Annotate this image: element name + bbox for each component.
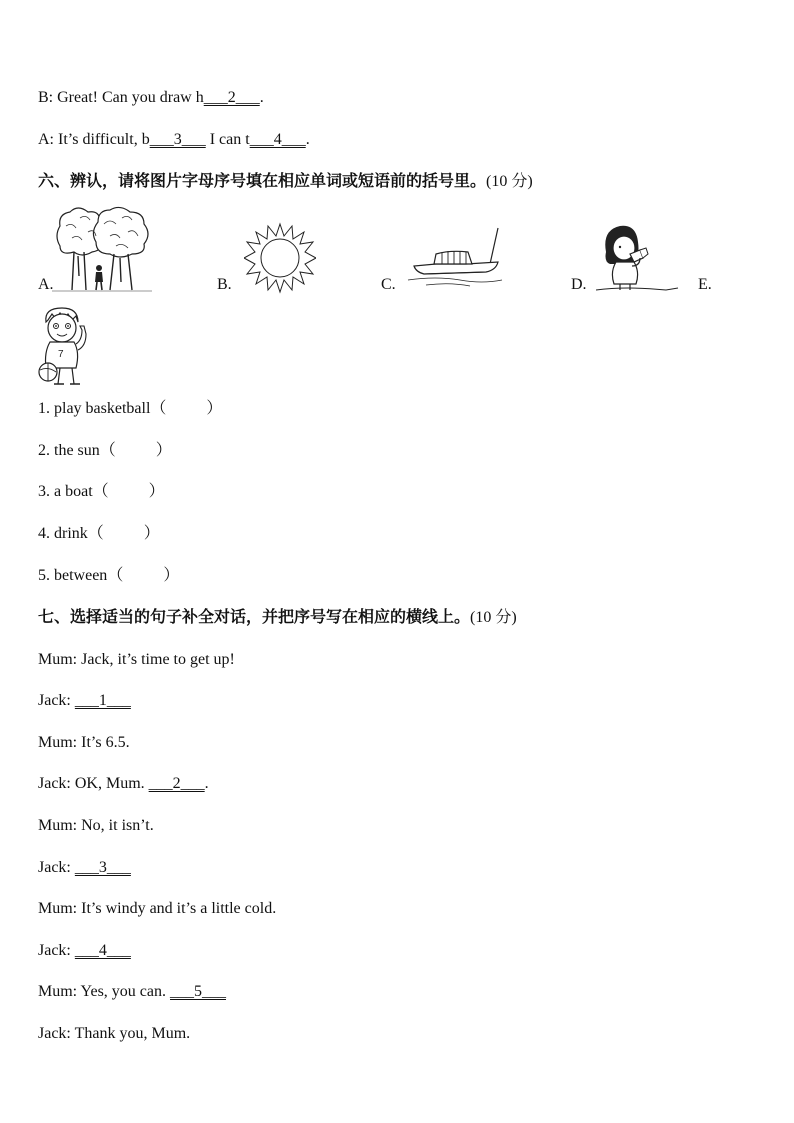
dialog-line <box>38 858 131 878</box>
picture-label-a: A. <box>38 276 54 293</box>
dialog-text: Jack: <box>38 692 75 709</box>
sun-icon <box>244 222 316 294</box>
dialog-text: Mum: No, it isn’t. <box>38 817 154 834</box>
dialog-line <box>38 816 154 836</box>
match-item-1 <box>38 399 222 419</box>
picture-label-e: E. <box>698 276 712 293</box>
answer-blank[interactable]: ___5___ <box>170 983 227 1000</box>
section-points: (10 分) <box>470 609 517 626</box>
item-text: 3. a boat <box>38 483 93 500</box>
dialog-line <box>38 982 226 1002</box>
picture-label-d: D. <box>571 276 587 293</box>
answer-bracket[interactable]: （ ） <box>99 442 172 459</box>
match-item-4 <box>38 524 160 544</box>
picture-label-c: C. <box>381 276 396 293</box>
dialog-text: Mum: Yes, you can. <box>38 983 171 1000</box>
section-title: 七、选择适当的句子补全对话，并把序号写在相应的横线上。 <box>38 607 471 626</box>
dialog-line <box>38 774 209 794</box>
item-text: 5. between <box>38 567 108 584</box>
picture-label-b: B. <box>217 276 232 293</box>
section-7-heading <box>38 607 517 628</box>
dialog-text: Mum: It’s windy and it’s a little cold. <box>38 900 277 917</box>
girl-drinking-icon <box>596 222 686 292</box>
dialog-text: . <box>259 89 264 106</box>
answer-bracket[interactable]: （ ） <box>87 525 160 542</box>
item-text: 4. drink <box>38 525 88 542</box>
dialog-text: I can t <box>205 131 250 148</box>
answer-blank[interactable]: ___3___ <box>74 859 131 876</box>
match-item-2 <box>38 441 172 461</box>
match-item-5 <box>38 566 179 586</box>
dialog-text: Mum: It’s 6.5. <box>38 734 130 751</box>
dialog-text: . <box>204 775 209 792</box>
dialog-line-2 <box>38 130 310 150</box>
answer-blank[interactable]: ___2___ <box>203 89 260 106</box>
dialog-line <box>38 650 235 670</box>
dialog-text: Jack: Thank you, Mum. <box>38 1025 191 1042</box>
boy-with-basketball-icon <box>36 306 92 386</box>
svg-text:7: 7 <box>58 349 64 360</box>
section-6-heading <box>38 171 533 192</box>
answer-blank[interactable]: ___2___ <box>148 775 205 792</box>
dialog-text: Jack: <box>38 942 75 959</box>
answer-bracket[interactable]: （ ） <box>92 483 165 500</box>
section-title: 六、辨认，请将图片字母序号填在相应单词或短语前的括号里。 <box>38 171 487 190</box>
match-item-3 <box>38 482 165 502</box>
dialog-line-1 <box>38 88 264 108</box>
boat-icon <box>406 226 506 288</box>
dialog-line <box>38 899 276 919</box>
item-text: 1. play basketball <box>38 400 151 417</box>
section-points: (10 分) <box>486 173 533 190</box>
answer-blank[interactable]: ___3___ <box>149 131 206 148</box>
dialog-text: A: It’s difficult, b <box>38 131 150 148</box>
dialog-line <box>38 941 131 961</box>
answer-blank[interactable]: ___4___ <box>74 942 131 959</box>
answer-bracket[interactable]: （ ） <box>107 567 180 584</box>
dialog-text: . <box>305 131 310 148</box>
item-text: 2. the sun <box>38 442 100 459</box>
dialog-text: B: Great! Can you draw h <box>38 89 204 106</box>
trees-with-person-icon <box>52 206 152 292</box>
dialog-line <box>38 1024 190 1044</box>
answer-blank[interactable]: ___1___ <box>74 692 131 709</box>
dialog-line <box>38 733 130 753</box>
dialog-text: Mum: Jack, it’s time to get up! <box>38 651 235 668</box>
dialog-text: Jack: OK, Mum. <box>38 775 149 792</box>
dialog-line <box>38 691 131 711</box>
answer-bracket[interactable]: （ ） <box>150 400 223 417</box>
answer-blank[interactable]: ___4___ <box>249 131 306 148</box>
dialog-text: Jack: <box>38 859 75 876</box>
